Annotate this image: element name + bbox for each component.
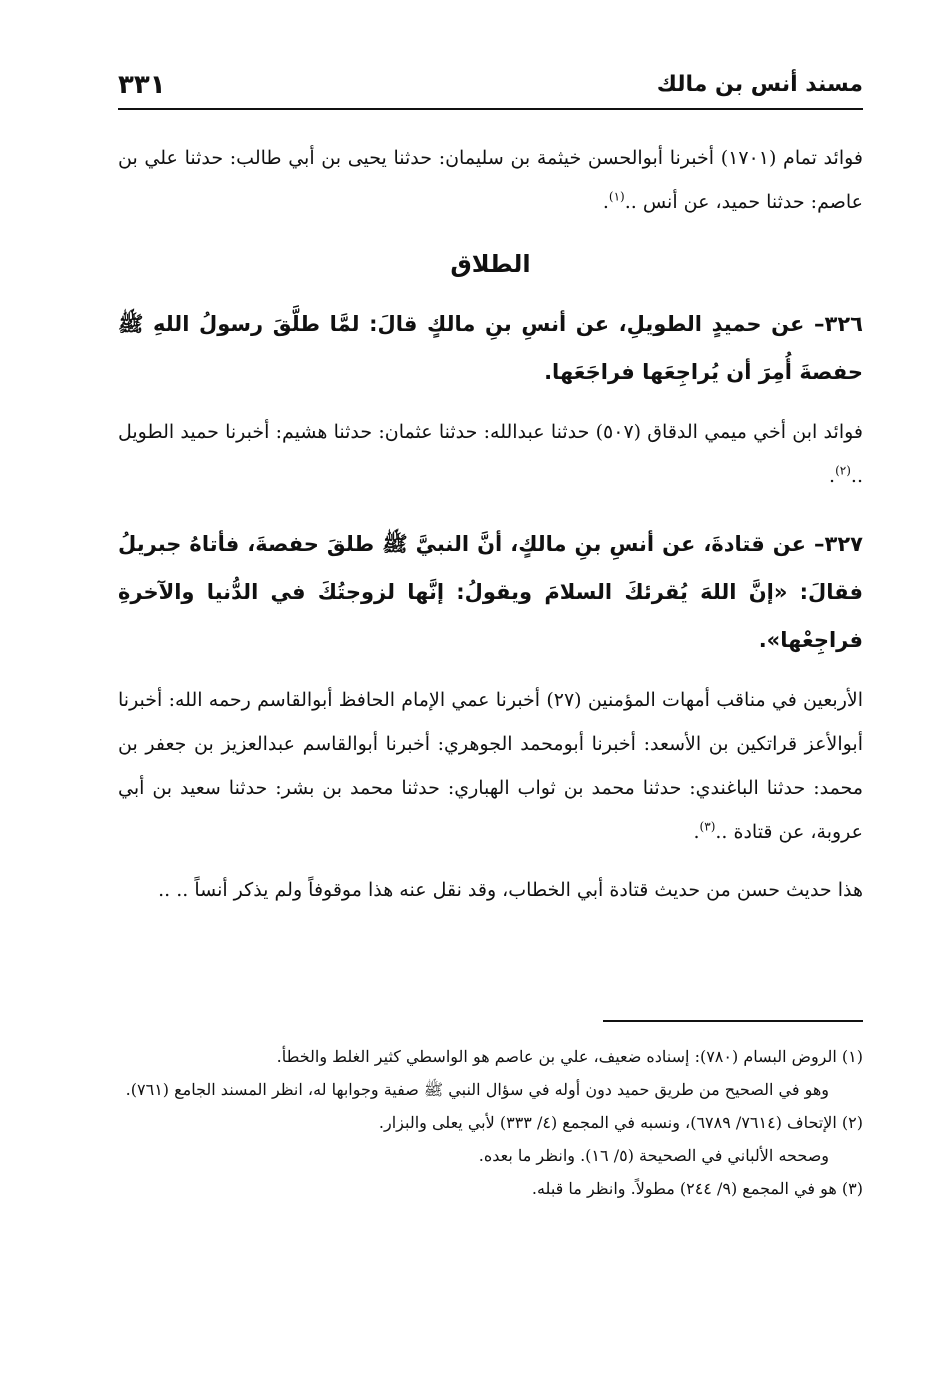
footnote-2: (٢) الإتحاف (٧٦١٤/ ٦٧٨٩)، ونسبه في المجمع (٤/ ٣٣٣) لأبي يعلى والبزار. xyxy=(378,1113,863,1132)
footnote-1: (١) الروض البسام (٧٨٠): إسناده ضعيف، علي بن عاصم هو الواسطي كثير الغلط والخطأ. xyxy=(276,1047,863,1066)
footnote-ref: (٢) xyxy=(835,463,851,478)
section-title: الطلاق xyxy=(450,250,531,278)
footnotes xyxy=(118,1040,863,1205)
source-text: فوائد ابن أخي ميمي الدقاق (٥٠٧) حدثنا عبدالله: حدثنا عثمان: حدثنا هشيم: أخبرنا حميد الطويل .. xyxy=(118,421,863,487)
source-paragraph: فوائد ابن أخي ميمي الدقاق (٥٠٧) حدثنا عبدالله: حدثنا عثمان: حدثنا هشيم: أخبرنا حميد الطويل ..$^{(٢)}$. xyxy=(118,421,863,487)
running-title: مسند أنس بن مالك xyxy=(656,72,863,97)
hadith-327: ٣٢٧– عن قتادةَ، عن أنسِ بنِ مالكٍ، أنَّ النبيَّ ﷺ طلقَ حفصةَ، فأتاهُ جبريلُ فقالَ: «إنَّ اللهَ يُقرئكَ السلامَ ويقولُ: إنَّها لزوجتُكَ في الدُّنيا والآخرةِ فراجِعْها». xyxy=(118,532,863,652)
page-body xyxy=(118,136,863,912)
source-text: الأربعين في مناقب أمهات المؤمنين (٢٧) أخبرنا عمي الإمام الحافظ أبوالقاسم رحمه الله: أخبرنا أبوالأعز قراتكين بن الأسعد: أخبرنا أبومحمد الجوهري: أخبرنا أبوالقاسم عبدالعزيز بن جعفر بن محمد: حدثنا الباغندي: حدثنا محمد بن ثواب الهباري: حدثنا محمد بن بشر: حدثنا سعيد بن أبي عروبة، عن قتادة .. xyxy=(118,689,863,843)
commentary-paragraph: هذا حديث حسن من حديث قتادة أبي الخطاب، وقد نقل عنه هذا موقوفاً ولم يذكر أنساً .. .. xyxy=(158,879,863,901)
footnote-ref: (٣) xyxy=(699,819,716,834)
footnote-divider xyxy=(603,1020,863,1022)
hadith-326: ٣٢٦– عن حميدٍ الطويلِ، عن أنسِ بنِ مالكٍ قالَ: لمَّا طلَّقَ رسولُ اللهِ ﷺ حفصةَ أُمِرَ أن يُراجِعَها فراجَعَها. xyxy=(118,312,863,384)
footnote-2-continuation: وصححه الألباني في الصحيحة (٥/ ١٦). وانظر ما بعده. xyxy=(478,1146,829,1165)
source-paragraph: فوائد تمام (١٧٠١) أخبرنا أبوالحسن خيثمة بن سليمان: حدثنا يحيى بن أبي طالب: حدثنا علي بن عاصم: حدثنا حميد، عن أنس ..$^{(١)}$. xyxy=(118,147,863,213)
footnote-1-continuation: وهو في الصحيح من طريق حميد دون أوله في سؤال النبي ﷺ صفية وجوابها له، انظر المسند الجامع (٧٦١). xyxy=(125,1080,829,1099)
footnote-ref: (١) xyxy=(608,189,625,204)
page-header xyxy=(118,68,863,110)
source-text: فوائد تمام (١٧٠١) أخبرنا أبوالحسن خيثمة بن سليمان: حدثنا يحيى بن أبي طالب: حدثنا علي بن عاصم: حدثنا حميد، عن أنس .. xyxy=(118,147,863,213)
page-number: ٣٣١ xyxy=(118,70,166,100)
source-paragraph: الأربعين في مناقب أمهات المؤمنين (٢٧) أخبرنا عمي الإمام الحافظ أبوالقاسم رحمه الله: أخبرنا أبوالأعز قراتكين بن الأسعد: أخبرنا أبومحمد الجوهري: أخبرنا أبوالقاسم عبدالعزيز بن جعفر بن محمد: حدثنا الباغندي: حدثنا محمد بن ثواب الهباري: حدثنا محمد بن بشر: حدثنا سعيد بن أبي عروبة، عن قتادة ..$^{(٣)}$. xyxy=(118,689,863,843)
footnote-3: (٣) هو في المجمع (٩/ ٢٤٤) مطولاً. وانظر ما قبله. xyxy=(531,1179,863,1198)
